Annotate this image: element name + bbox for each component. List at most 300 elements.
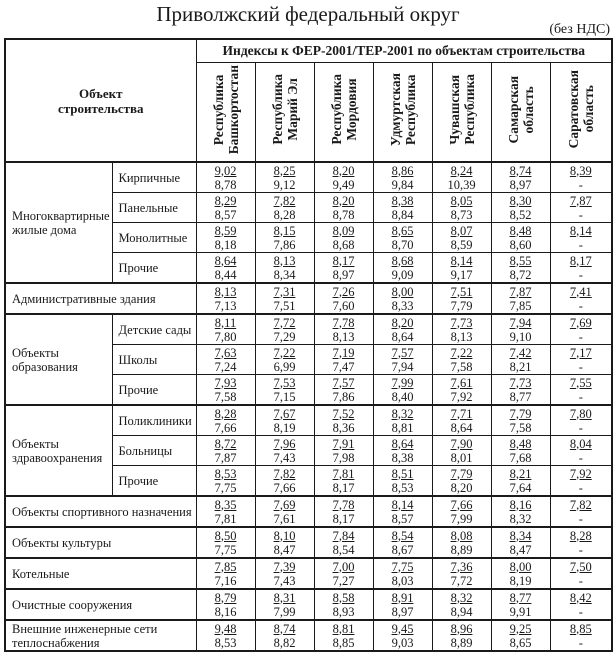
index-value-top: 7,94 bbox=[509, 315, 532, 330]
index-value-bottom: 7,87 bbox=[214, 450, 237, 465]
index-cell bbox=[255, 314, 314, 345]
index-value-bottom: 8,77 bbox=[509, 389, 532, 404]
object-subtype-label: Прочие bbox=[112, 253, 196, 284]
index-value-bottom: 7,13 bbox=[214, 298, 237, 313]
index-value-bottom: 8,57 bbox=[391, 511, 414, 526]
index-value-top: 8,29 bbox=[214, 193, 237, 208]
index-value-top: 8,17 bbox=[332, 253, 355, 268]
index-cell bbox=[491, 405, 550, 436]
index-value-bottom: - bbox=[578, 450, 583, 465]
index-value-top: 7,53 bbox=[273, 375, 296, 390]
index-cell bbox=[314, 223, 373, 253]
index-value-top: 8,54 bbox=[391, 528, 414, 543]
index-cell bbox=[373, 405, 432, 436]
index-value-bottom: - bbox=[578, 542, 583, 557]
index-value-top: 8,65 bbox=[391, 223, 414, 238]
index-value-bottom: 8,01 bbox=[450, 450, 473, 465]
index-value-top: 7,69 bbox=[273, 497, 296, 512]
index-cell bbox=[550, 314, 612, 345]
object-subtype-label: Больницы bbox=[112, 436, 196, 466]
index-value-bottom: 8,97 bbox=[509, 177, 532, 192]
region-label-line: Республика bbox=[269, 74, 285, 145]
index-cell bbox=[432, 466, 491, 497]
index-value-bottom: 8,82 bbox=[273, 635, 296, 650]
index-value-top: 7,87 bbox=[509, 284, 532, 299]
index-value-bottom: 7,99 bbox=[273, 604, 296, 619]
index-value-bottom: 8,32 bbox=[509, 511, 532, 526]
index-value-bottom: 7,64 bbox=[509, 480, 532, 495]
index-cell bbox=[255, 496, 314, 527]
index-value-top: 8,14 bbox=[569, 223, 592, 238]
index-cell bbox=[373, 162, 432, 193]
index-cell bbox=[432, 345, 491, 375]
index-cell bbox=[432, 436, 491, 466]
index-cell bbox=[255, 466, 314, 497]
index-cell bbox=[314, 405, 373, 436]
index-cell bbox=[491, 375, 550, 406]
index-value-top: 7,82 bbox=[569, 497, 592, 512]
region-label bbox=[329, 74, 359, 145]
index-value-bottom: - bbox=[578, 420, 583, 435]
index-value-top: 7,50 bbox=[569, 559, 592, 574]
index-value-bottom: 6,99 bbox=[273, 359, 296, 374]
index-value-bottom: - bbox=[578, 573, 583, 588]
index-value-bottom: 7,58 bbox=[509, 420, 532, 435]
index-value-bottom: 8,64 bbox=[391, 329, 414, 344]
index-cell bbox=[373, 496, 432, 527]
index-cell bbox=[314, 527, 373, 558]
index-value-top: 7,67 bbox=[273, 406, 296, 421]
index-value-top: 8,34 bbox=[509, 528, 532, 543]
index-value-bottom: 8,57 bbox=[214, 207, 237, 222]
index-cell bbox=[550, 223, 612, 253]
index-cell bbox=[432, 558, 491, 589]
index-value-top: 7,55 bbox=[569, 375, 592, 390]
index-value-bottom: 8,52 bbox=[509, 207, 532, 222]
region-label-line: область bbox=[580, 85, 596, 134]
index-value-bottom: 8,84 bbox=[391, 207, 414, 222]
table-row bbox=[5, 314, 612, 345]
index-value-top: 7,66 bbox=[450, 497, 473, 512]
index-value-bottom: 9,12 bbox=[273, 177, 296, 192]
index-value-bottom: 7,99 bbox=[450, 511, 473, 526]
object-subtype-label: Поликлиники bbox=[112, 405, 196, 436]
index-value-bottom: 9,49 bbox=[332, 177, 355, 192]
index-cell bbox=[373, 620, 432, 651]
index-value-top: 7,80 bbox=[569, 406, 592, 421]
index-cell bbox=[255, 345, 314, 375]
index-value-top: 8,28 bbox=[214, 406, 237, 421]
index-value-bottom: 8,89 bbox=[450, 542, 473, 557]
index-cell bbox=[314, 193, 373, 223]
index-value-bottom: 7,86 bbox=[273, 237, 296, 252]
index-value-bottom: 8,73 bbox=[450, 207, 473, 222]
index-value-bottom: - bbox=[578, 604, 583, 619]
region-label-line: Саратовская bbox=[565, 70, 581, 149]
object-header-label: Объект строительства bbox=[57, 85, 144, 116]
index-value-top: 8,11 bbox=[214, 315, 237, 330]
index-value-top: 7,91 bbox=[332, 436, 355, 451]
index-value-top: 8,00 bbox=[391, 284, 414, 299]
index-value-top: 8,74 bbox=[273, 621, 296, 636]
index-cell bbox=[314, 375, 373, 406]
table-row bbox=[5, 589, 612, 620]
object-group-label: Многоквартирные жилые дома bbox=[5, 162, 112, 283]
index-cell bbox=[314, 314, 373, 345]
index-value-top: 8,58 bbox=[332, 590, 355, 605]
object-group-label: Объекты здравоохранения bbox=[5, 405, 112, 496]
index-value-bottom: 8,97 bbox=[391, 604, 414, 619]
index-cell bbox=[255, 283, 314, 314]
index-value-top: 8,35 bbox=[214, 497, 237, 512]
index-value-bottom: 8,40 bbox=[391, 389, 414, 404]
index-cell bbox=[255, 253, 314, 284]
index-cell bbox=[432, 620, 491, 651]
index-value-bottom: 8,13 bbox=[332, 329, 355, 344]
index-cell bbox=[255, 162, 314, 193]
index-value-bottom: 8,33 bbox=[391, 298, 414, 313]
index-value-top: 7,87 bbox=[569, 193, 592, 208]
index-cell bbox=[196, 162, 255, 193]
index-value-top: 8,14 bbox=[391, 497, 414, 512]
index-value-top: 8,13 bbox=[273, 253, 296, 268]
index-cell bbox=[432, 162, 491, 193]
index-cell bbox=[432, 193, 491, 223]
index-cell bbox=[550, 436, 612, 466]
index-value-bottom: 8,13 bbox=[450, 329, 473, 344]
index-value-bottom: 7,98 bbox=[332, 450, 355, 465]
index-value-top: 8,74 bbox=[509, 163, 532, 178]
index-cell bbox=[255, 558, 314, 589]
vat-note: (без НДС) bbox=[549, 22, 610, 37]
index-cell bbox=[314, 466, 373, 497]
object-group-label: Объекты образования bbox=[5, 314, 112, 405]
index-value-top: 8,00 bbox=[509, 559, 532, 574]
object-header bbox=[5, 39, 196, 162]
index-cell bbox=[432, 496, 491, 527]
index-value-top: 8,17 bbox=[569, 253, 592, 268]
index-cell bbox=[255, 405, 314, 436]
index-cell bbox=[550, 405, 612, 436]
index-value-bottom: 7,75 bbox=[214, 542, 237, 557]
index-value-top: 7,78 bbox=[332, 315, 355, 330]
index-value-top: 8,25 bbox=[273, 163, 296, 178]
index-value-top: 8,20 bbox=[391, 315, 414, 330]
index-cell bbox=[196, 527, 255, 558]
region-header bbox=[314, 63, 373, 163]
index-cell bbox=[196, 496, 255, 527]
indices-table bbox=[4, 38, 613, 652]
index-value-bottom: 8,47 bbox=[509, 542, 532, 557]
index-cell bbox=[550, 253, 612, 284]
index-value-top: 8,04 bbox=[569, 436, 592, 451]
index-cell bbox=[491, 162, 550, 193]
region-label-line: Республика bbox=[210, 74, 226, 145]
object-group-label: Котельные bbox=[5, 558, 196, 589]
index-cell bbox=[373, 193, 432, 223]
index-value-bottom: 9,17 bbox=[450, 267, 473, 282]
index-value-bottom: 8,16 bbox=[214, 604, 237, 619]
index-value-top: 9,48 bbox=[214, 621, 237, 636]
index-value-bottom: 7,61 bbox=[273, 511, 296, 526]
index-value-top: 8,38 bbox=[391, 193, 414, 208]
table-row bbox=[5, 558, 612, 589]
index-cell bbox=[255, 527, 314, 558]
region-label bbox=[270, 74, 300, 145]
index-value-bottom: 7,24 bbox=[214, 359, 237, 374]
index-value-bottom: 8,60 bbox=[509, 237, 532, 252]
index-value-bottom: 7,85 bbox=[509, 298, 532, 313]
object-group-label: Объекты спортивного назначения bbox=[5, 496, 196, 527]
region-label-line: область bbox=[520, 85, 536, 134]
index-value-top: 8,59 bbox=[214, 223, 237, 238]
index-value-top: 7,72 bbox=[273, 315, 296, 330]
index-value-bottom: 7,58 bbox=[214, 389, 237, 404]
index-cell bbox=[255, 193, 314, 223]
indices-header: Индексы к ФЕР-2001/ТЕР-2001 по объектам строительства bbox=[196, 39, 612, 63]
index-cell bbox=[373, 223, 432, 253]
index-value-top: 7,79 bbox=[509, 406, 532, 421]
index-value-bottom: 8,17 bbox=[332, 511, 355, 526]
index-value-top: 8,50 bbox=[214, 528, 237, 543]
index-value-top: 9,25 bbox=[509, 621, 532, 636]
object-subtype-label: Кирпичные bbox=[112, 162, 196, 193]
index-cell bbox=[491, 223, 550, 253]
region-label bbox=[388, 73, 418, 146]
index-cell bbox=[550, 466, 612, 497]
region-header bbox=[373, 63, 432, 163]
index-value-bottom: 7,15 bbox=[273, 389, 296, 404]
index-cell bbox=[432, 375, 491, 406]
object-group-label: Внешние инженерные сети теплоснабжения bbox=[5, 620, 196, 651]
index-value-bottom: 8,20 bbox=[450, 480, 473, 495]
index-value-top: 8,16 bbox=[509, 497, 532, 512]
index-value-bottom: 8,34 bbox=[273, 267, 296, 282]
region-label-line: Республика bbox=[402, 74, 418, 145]
index-cell bbox=[196, 405, 255, 436]
index-value-top: 7,22 bbox=[273, 345, 296, 360]
index-cell bbox=[550, 527, 612, 558]
index-cell bbox=[550, 589, 612, 620]
region-label bbox=[447, 74, 477, 145]
index-value-bottom: 7,94 bbox=[391, 359, 414, 374]
region-header bbox=[255, 63, 314, 163]
index-value-top: 8,32 bbox=[391, 406, 414, 421]
index-value-top: 7,90 bbox=[450, 436, 473, 451]
index-value-bottom: 7,27 bbox=[332, 573, 355, 588]
index-value-top: 7,52 bbox=[332, 406, 355, 421]
index-value-top: 8,14 bbox=[450, 253, 473, 268]
index-value-top: 9,02 bbox=[214, 163, 237, 178]
index-value-top: 8,53 bbox=[214, 466, 237, 481]
index-value-bottom: 8,17 bbox=[332, 480, 355, 495]
index-cell bbox=[196, 558, 255, 589]
index-value-bottom: 7,72 bbox=[450, 573, 473, 588]
index-value-bottom: 9,10 bbox=[509, 329, 532, 344]
index-cell bbox=[314, 283, 373, 314]
index-value-top: 7,96 bbox=[273, 436, 296, 451]
index-value-top: 8,96 bbox=[450, 621, 473, 636]
index-value-bottom: 7,86 bbox=[332, 389, 355, 404]
index-value-bottom: 7,75 bbox=[214, 480, 237, 495]
index-cell bbox=[373, 436, 432, 466]
index-cell bbox=[491, 436, 550, 466]
region-label bbox=[566, 70, 596, 148]
region-header bbox=[550, 63, 612, 163]
index-value-top: 8,64 bbox=[214, 253, 237, 268]
index-value-top: 7,69 bbox=[569, 315, 592, 330]
region-label bbox=[211, 65, 241, 154]
index-value-bottom: 8,67 bbox=[391, 542, 414, 557]
index-value-top: 7,81 bbox=[332, 466, 355, 481]
index-value-top: 8,77 bbox=[509, 590, 532, 605]
index-value-bottom: 7,43 bbox=[273, 450, 296, 465]
index-cell bbox=[491, 558, 550, 589]
index-value-bottom: 8,38 bbox=[391, 450, 414, 465]
index-value-top: 7,93 bbox=[214, 375, 237, 390]
index-value-top: 8,07 bbox=[450, 223, 473, 238]
region-label-line: Марий Эл bbox=[284, 78, 300, 141]
region-label-line: Чувашская bbox=[446, 74, 462, 145]
index-value-bottom: 7,29 bbox=[273, 329, 296, 344]
index-value-bottom: 10,39 bbox=[447, 177, 476, 192]
index-cell bbox=[432, 283, 491, 314]
index-value-top: 7,51 bbox=[450, 284, 473, 299]
index-value-top: 8,32 bbox=[450, 590, 473, 605]
object-group-label: Административные здания bbox=[5, 283, 196, 314]
index-value-top: 8,55 bbox=[509, 253, 532, 268]
index-value-top: 7,36 bbox=[450, 559, 473, 574]
index-value-bottom: 8,65 bbox=[509, 635, 532, 650]
index-cell bbox=[432, 253, 491, 284]
index-cell bbox=[432, 589, 491, 620]
index-value-bottom: - bbox=[578, 207, 583, 222]
index-value-bottom: - bbox=[578, 480, 583, 495]
index-value-bottom: 8,44 bbox=[214, 267, 237, 282]
index-cell bbox=[373, 345, 432, 375]
object-subtype-label: Прочие bbox=[112, 375, 196, 406]
index-value-bottom: 9,84 bbox=[391, 177, 414, 192]
index-value-bottom: 8,36 bbox=[332, 420, 355, 435]
index-value-top: 8,51 bbox=[391, 466, 414, 481]
region-label-line: Мордовия bbox=[343, 78, 359, 141]
index-value-top: 8,28 bbox=[569, 528, 592, 543]
index-value-bottom: 8,64 bbox=[450, 420, 473, 435]
index-cell bbox=[255, 589, 314, 620]
index-cell bbox=[491, 466, 550, 497]
object-subtype-label: Детские сады bbox=[112, 314, 196, 345]
index-value-bottom: 7,60 bbox=[332, 298, 355, 313]
index-value-top: 7,19 bbox=[332, 345, 355, 360]
index-cell bbox=[196, 223, 255, 253]
index-value-top: 7,22 bbox=[450, 345, 473, 360]
index-value-bottom: 8,72 bbox=[509, 267, 532, 282]
index-value-top: 8,48 bbox=[509, 223, 532, 238]
index-cell bbox=[491, 527, 550, 558]
object-subtype-label: Монолитные bbox=[112, 223, 196, 253]
region-label-line: Башкортостан bbox=[225, 64, 241, 155]
index-value-bottom: - bbox=[578, 511, 583, 526]
index-value-bottom: - bbox=[578, 389, 583, 404]
index-cell bbox=[550, 193, 612, 223]
index-cell bbox=[373, 283, 432, 314]
index-value-bottom: 8,28 bbox=[273, 207, 296, 222]
index-value-top: 9,45 bbox=[391, 621, 414, 636]
index-value-bottom: 8,68 bbox=[332, 237, 355, 252]
index-cell bbox=[196, 345, 255, 375]
index-value-bottom: 7,66 bbox=[273, 480, 296, 495]
index-cell bbox=[491, 496, 550, 527]
index-value-bottom: 7,58 bbox=[450, 359, 473, 374]
index-value-bottom: 8,21 bbox=[509, 359, 532, 374]
index-value-bottom: 7,47 bbox=[332, 359, 355, 374]
index-cell bbox=[196, 375, 255, 406]
index-value-bottom: 8,03 bbox=[391, 573, 414, 588]
index-cell bbox=[255, 436, 314, 466]
index-cell bbox=[314, 345, 373, 375]
table-row bbox=[5, 162, 612, 193]
index-cell bbox=[196, 620, 255, 651]
index-value-bottom: 8,47 bbox=[273, 542, 296, 557]
index-cell bbox=[314, 496, 373, 527]
index-value-bottom: - bbox=[578, 359, 583, 374]
index-cell bbox=[373, 466, 432, 497]
index-cell bbox=[550, 162, 612, 193]
index-value-top: 7,17 bbox=[569, 345, 592, 360]
index-value-bottom: 7,51 bbox=[273, 298, 296, 313]
object-subtype-label: Прочие bbox=[112, 466, 196, 497]
region-label-line: Республика bbox=[461, 74, 477, 145]
index-cell bbox=[550, 620, 612, 651]
table-body bbox=[5, 162, 612, 651]
index-cell bbox=[432, 527, 491, 558]
index-cell bbox=[373, 527, 432, 558]
index-value-top: 7,99 bbox=[391, 375, 414, 390]
index-value-bottom: 8,78 bbox=[214, 177, 237, 192]
index-cell bbox=[491, 620, 550, 651]
index-value-top: 7,63 bbox=[214, 345, 237, 360]
table-row bbox=[5, 527, 612, 558]
index-value-top: 7,00 bbox=[332, 559, 355, 574]
index-value-bottom: 7,68 bbox=[509, 450, 532, 465]
index-value-bottom: 8,19 bbox=[509, 573, 532, 588]
index-value-top: 8,85 bbox=[569, 621, 592, 636]
index-value-top: 8,72 bbox=[214, 436, 237, 451]
index-value-top: 7,79 bbox=[450, 466, 473, 481]
index-value-bottom: - bbox=[578, 177, 583, 192]
index-value-top: 8,21 bbox=[509, 466, 532, 481]
index-value-bottom: - bbox=[578, 329, 583, 344]
index-value-bottom: 8,94 bbox=[450, 604, 473, 619]
index-cell bbox=[550, 283, 612, 314]
index-value-bottom: 7,81 bbox=[214, 511, 237, 526]
index-value-top: 8,79 bbox=[214, 590, 237, 605]
index-cell bbox=[491, 589, 550, 620]
index-value-top: 8,42 bbox=[569, 590, 592, 605]
table-row bbox=[5, 496, 612, 527]
index-value-bottom: 9,03 bbox=[391, 635, 414, 650]
table-row bbox=[5, 283, 612, 314]
index-value-bottom: - bbox=[578, 267, 583, 282]
index-cell bbox=[314, 558, 373, 589]
index-value-bottom: 8,93 bbox=[332, 604, 355, 619]
index-cell bbox=[255, 620, 314, 651]
index-cell bbox=[373, 558, 432, 589]
index-value-bottom: 8,85 bbox=[332, 635, 355, 650]
index-value-bottom: 8,70 bbox=[391, 237, 414, 252]
index-value-top: 8,15 bbox=[273, 223, 296, 238]
index-value-top: 7,82 bbox=[273, 193, 296, 208]
